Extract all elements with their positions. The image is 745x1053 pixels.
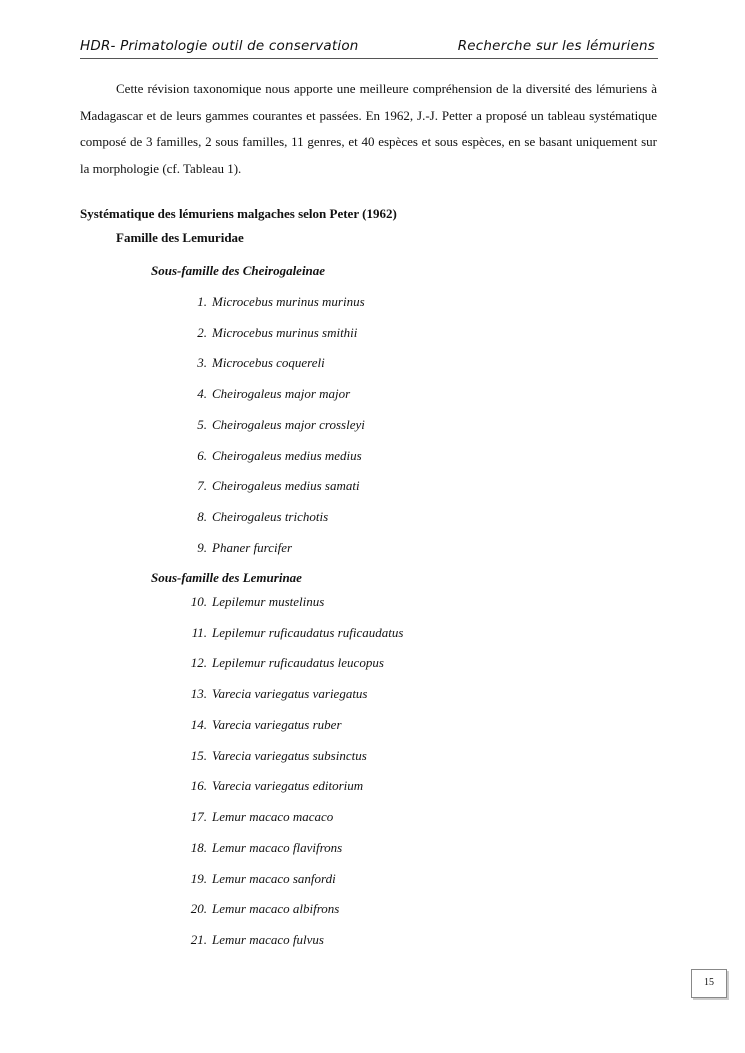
species-name: Lemur macaco sanfordi <box>212 871 336 886</box>
item-number: 16. <box>190 778 207 793</box>
species-list-item <box>151 294 591 312</box>
item-number: 3. <box>197 355 207 370</box>
species-list-item <box>151 932 591 950</box>
species-list-item <box>151 871 591 889</box>
species-list-item <box>151 840 591 858</box>
species-list-item <box>151 748 591 766</box>
item-number: 5. <box>197 417 207 432</box>
item-number: 10. <box>190 594 207 609</box>
species-name: Cheirogaleus major major <box>212 386 351 401</box>
species-name: Lepilemur ruficaudatus ruficaudatus <box>212 625 404 640</box>
item-number: 14. <box>190 717 207 732</box>
species-name: Cheirogaleus trichotis <box>212 509 329 524</box>
item-number: 4. <box>197 386 207 401</box>
item-number: 1. <box>197 294 207 309</box>
species-name: Varecia variegatus ruber <box>212 717 342 732</box>
species-list-item <box>151 478 591 496</box>
species-name: Varecia variegatus editorium <box>212 778 364 793</box>
species-name: Varecia variegatus variegatus <box>212 686 368 701</box>
species-list-item <box>151 594 591 612</box>
species-list-item <box>151 717 591 735</box>
page-number: 15 <box>691 969 727 998</box>
item-number: 12. <box>190 655 207 670</box>
species-name: Cheirogaleus major crossleyi <box>212 417 365 432</box>
species-name: Phaner furcifer <box>212 540 293 555</box>
species-list-item <box>151 778 591 796</box>
species-list-item <box>151 509 591 527</box>
species-name: Cheirogaleus medius samati <box>212 478 360 493</box>
systematics-title: Systématique des lémuriens malgaches selon Peter (1962) <box>80 206 397 221</box>
page-header <box>80 36 658 59</box>
species-list-item <box>151 325 591 343</box>
item-number: 18. <box>190 840 207 855</box>
species-list-item <box>151 625 591 643</box>
item-number: 20. <box>190 901 207 916</box>
species-name: Cheirogaleus medius medius <box>212 448 362 463</box>
species-name: Microcebus murinus smithii <box>212 325 358 340</box>
species-name: Varecia variegatus subsinctus <box>212 748 367 763</box>
species-name: Lepilemur mustelinus <box>212 594 325 609</box>
species-list-item <box>151 448 591 466</box>
item-number: 21. <box>190 932 207 947</box>
item-number: 2. <box>197 325 207 340</box>
item-number: 7. <box>197 478 207 493</box>
species-name: Lemur macaco macaco <box>212 809 334 824</box>
header-left-title: HDR- Primatologie outil de conservation <box>80 38 359 54</box>
intro-paragraph: Cette révision taxonomique nous apporte une meilleure compréhension de la diversité des lémuriens à Madagascar et de leurs gammes courantes et passées. En 1962, J.-J. Petter a proposé un tableau systématique composé de 3 familles, 2 sous familles, 11 genres, et 40 espèces et sous espèces, en se basant uniquement sur la morphologie (cf. Tableau 1). <box>80 81 657 176</box>
item-number: 19. <box>190 871 207 886</box>
species-list-item <box>151 386 591 404</box>
species-name: Lemur macaco flavifrons <box>212 840 343 855</box>
species-list-item <box>151 809 591 827</box>
species-list-item <box>151 417 591 435</box>
species-name: Lemur macaco albifrons <box>212 901 340 916</box>
item-number: 11. <box>191 625 207 640</box>
item-number: 17. <box>190 809 207 824</box>
item-number: 9. <box>197 540 207 555</box>
header-right-title: Recherche sur les lémuriens <box>457 38 655 54</box>
item-number: 15. <box>190 748 207 763</box>
subfamily-heading-lemurinae: Sous-famille des Lemurinae <box>151 570 302 585</box>
item-number: 13. <box>190 686 207 701</box>
item-number: 8. <box>197 509 207 524</box>
species-name: Microcebus murinus murinus <box>212 294 365 309</box>
species-list-item <box>151 655 591 673</box>
species-list-item <box>151 540 591 558</box>
species-name: Lemur macaco fulvus <box>212 932 324 947</box>
species-name: Microcebus coquereli <box>212 355 325 370</box>
subfamily-heading-cheirogaleinae: Sous-famille des Cheirogaleinae <box>151 263 326 278</box>
species-name: Lepilemur ruficaudatus leucopus <box>212 655 384 670</box>
species-list-item <box>151 686 591 704</box>
species-list-item <box>151 355 591 373</box>
item-number: 6. <box>197 448 207 463</box>
species-list-item <box>151 901 591 919</box>
family-heading: Famille des Lemuridae <box>116 230 244 245</box>
